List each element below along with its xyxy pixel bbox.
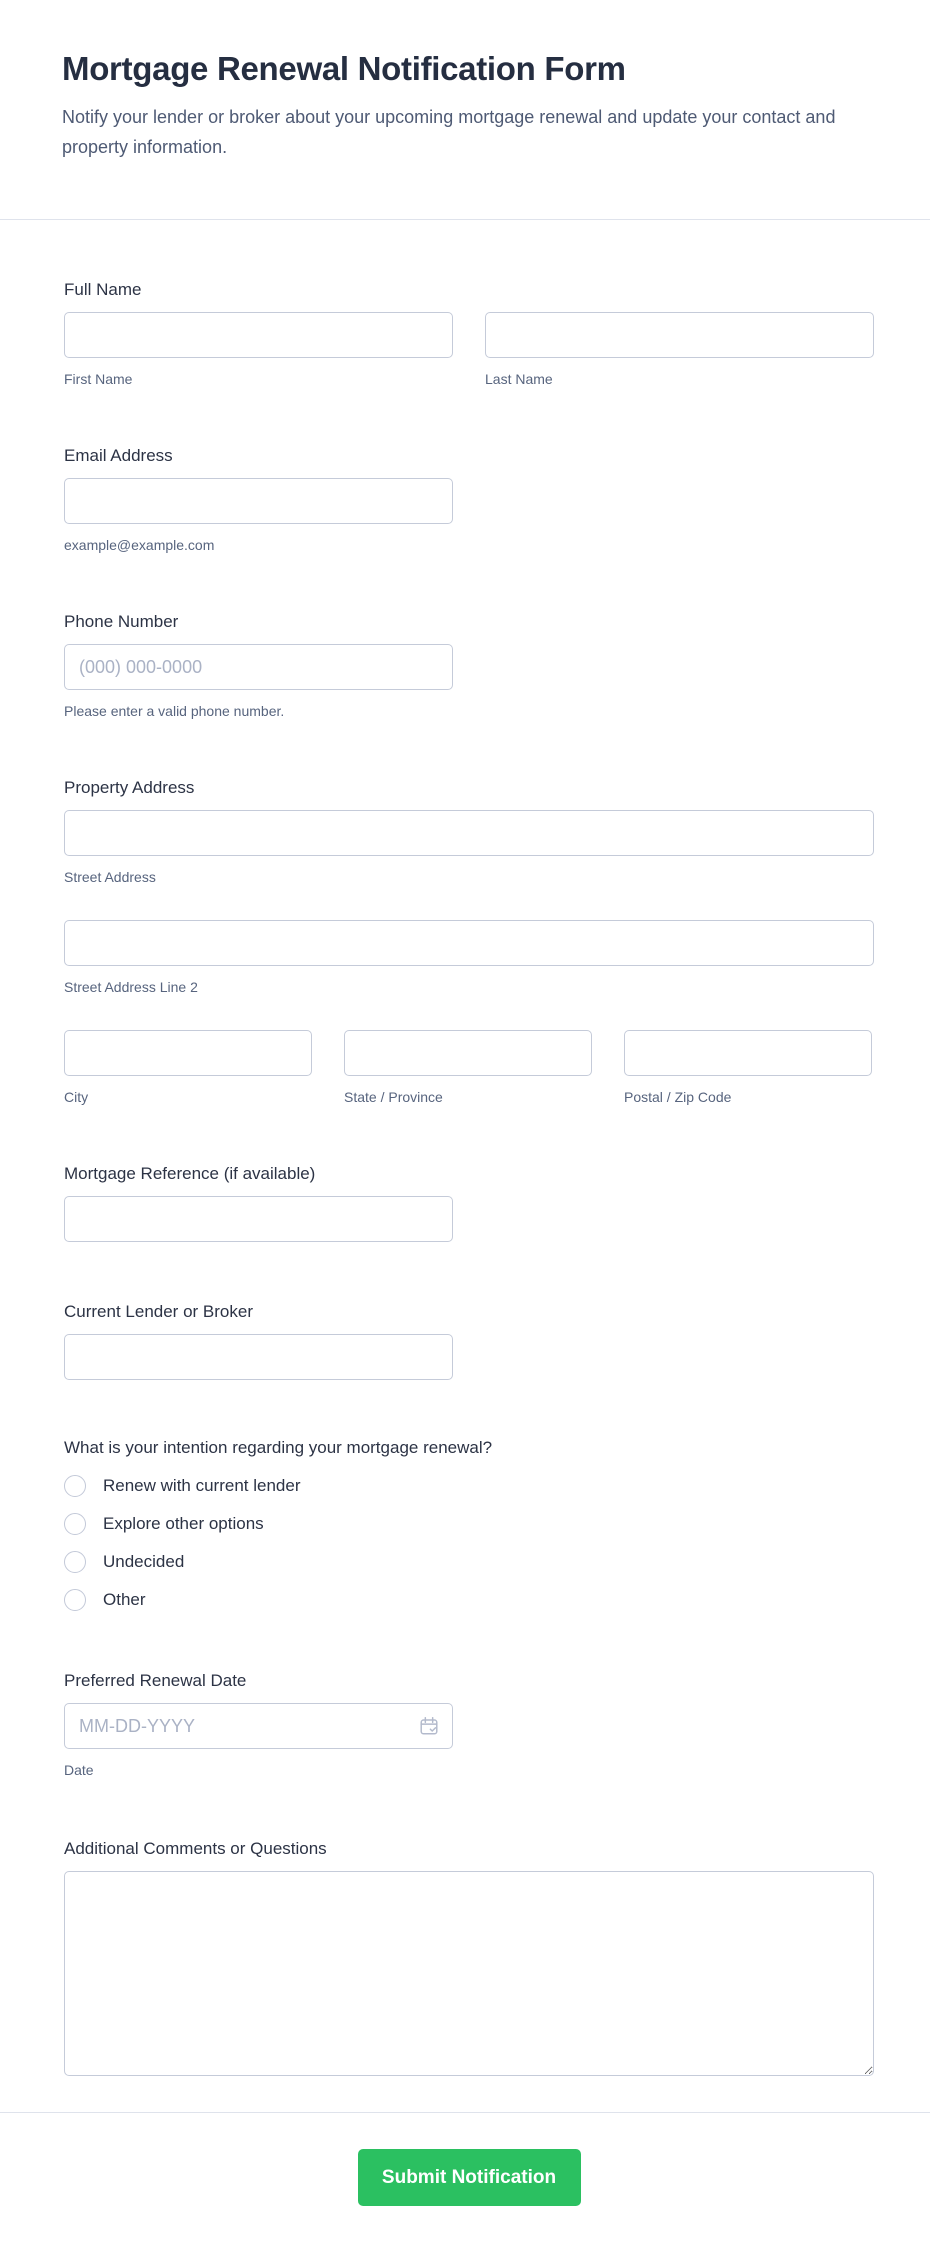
first-name-sublabel: First Name xyxy=(64,371,133,387)
street-address2-sublabel: Street Address Line 2 xyxy=(64,979,198,995)
field-comments xyxy=(64,1839,874,2076)
city-sublabel: City xyxy=(64,1089,89,1105)
email-input[interactable] xyxy=(64,478,453,524)
current-lender-label: Current Lender or Broker xyxy=(64,1302,253,1321)
radio-option-explore-other-options[interactable] xyxy=(64,1513,874,1535)
radio-option-label: Renew with current lender xyxy=(103,1476,301,1495)
radio-option-renew-current-lender[interactable] xyxy=(64,1475,874,1497)
form-body xyxy=(0,280,874,2206)
radio-button-icon[interactable] xyxy=(64,1513,86,1535)
radio-button-icon[interactable] xyxy=(64,1551,86,1573)
renewal-date-input[interactable] xyxy=(64,1703,453,1749)
street-address2-input[interactable] xyxy=(64,920,874,966)
field-renewal-date xyxy=(64,1671,874,1779)
field-phone xyxy=(64,612,874,720)
property-address-label: Property Address xyxy=(64,778,195,797)
field-email xyxy=(64,446,874,554)
field-current-lender xyxy=(64,1302,874,1380)
postal-input[interactable] xyxy=(624,1030,872,1076)
radio-option-label: Undecided xyxy=(103,1552,185,1571)
street-address-input[interactable] xyxy=(64,810,874,856)
intention-label: What is your intention regarding your mortgage renewal? xyxy=(64,1438,493,1457)
renewal-date-label: Preferred Renewal Date xyxy=(64,1671,247,1690)
radio-option-label: Explore other options xyxy=(103,1514,264,1533)
renewal-date-sublabel: Date xyxy=(64,1762,94,1778)
postal-sublabel: Postal / Zip Code xyxy=(624,1089,732,1105)
last-name-sublabel: Last Name xyxy=(485,371,553,387)
street-address-sublabel: Street Address xyxy=(64,869,156,885)
radio-option-label: Other xyxy=(103,1590,146,1609)
field-mortgage-reference xyxy=(64,1164,874,1242)
footer xyxy=(64,2113,874,2206)
calendar-icon[interactable] xyxy=(418,1715,440,1737)
state-input[interactable] xyxy=(344,1030,592,1076)
current-lender-input[interactable] xyxy=(64,1334,453,1380)
submit-button[interactable]: Submit Notification xyxy=(358,2149,581,2206)
comments-label: Additional Comments or Questions xyxy=(64,1839,327,1858)
city-input[interactable] xyxy=(64,1030,312,1076)
comments-textarea[interactable] xyxy=(64,1871,874,2076)
state-sublabel: State / Province xyxy=(344,1089,443,1105)
first-name-input[interactable] xyxy=(64,312,453,358)
email-sublabel: example@example.com xyxy=(64,537,215,553)
phone-input[interactable] xyxy=(64,644,453,690)
full-name-label: Full Name xyxy=(64,280,142,299)
last-name-input[interactable] xyxy=(485,312,874,358)
mortgage-reference-input[interactable] xyxy=(64,1196,453,1242)
phone-sublabel: Please enter a valid phone number. xyxy=(64,703,285,719)
form-title: Mortgage Renewal Notification Form xyxy=(62,50,626,87)
radio-button-icon[interactable] xyxy=(64,1475,86,1497)
form-subtitle: Notify your lender or broker about your upcoming mortgage renewal and update your contact and property information. xyxy=(62,107,836,157)
field-full-name xyxy=(64,280,874,388)
form-header xyxy=(0,0,930,220)
email-label: Email Address xyxy=(64,446,173,465)
mortgage-reference-label: Mortgage Reference (if available) xyxy=(64,1164,316,1183)
phone-label: Phone Number xyxy=(64,612,179,631)
radio-option-undecided[interactable] xyxy=(64,1551,874,1573)
field-intention xyxy=(64,1438,874,1611)
field-property-address xyxy=(64,778,874,1106)
radio-option-other[interactable] xyxy=(64,1589,874,1611)
intention-radio-group xyxy=(64,1475,874,1611)
radio-button-icon[interactable] xyxy=(64,1589,86,1611)
